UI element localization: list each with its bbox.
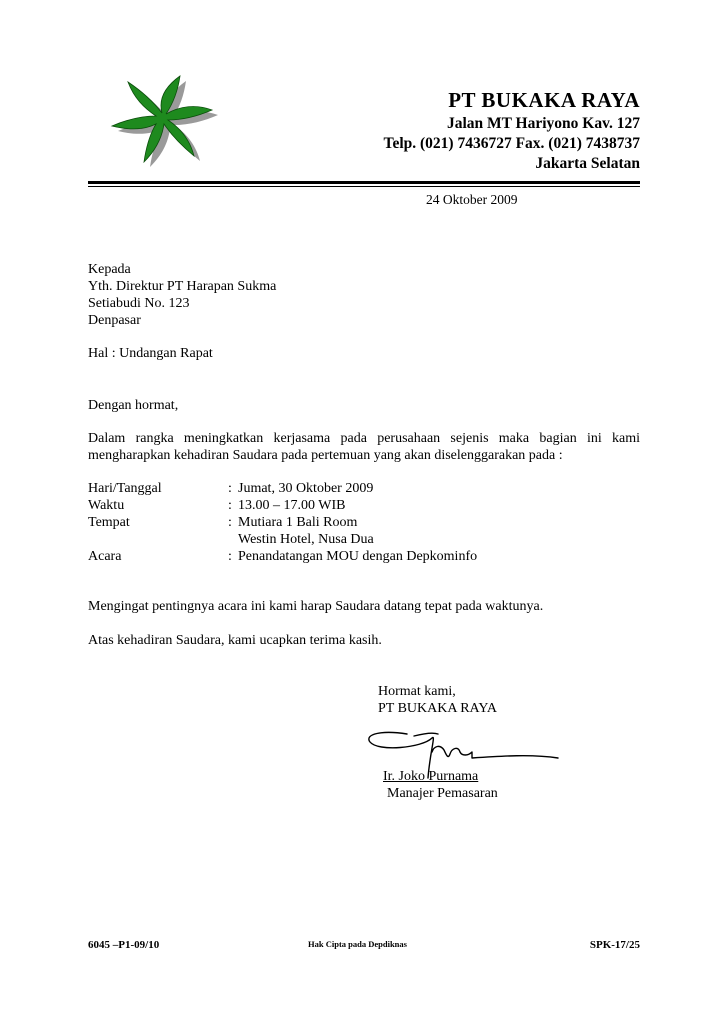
letter-closing-1: Mengingat pentingnya acara ini kami harap Saudara datang tepat pada waktunya.: [88, 599, 544, 614]
detail-label-place: Tempat: [88, 515, 130, 530]
detail-value-place: Mutiara 1 Bali Room: [238, 515, 358, 530]
recipient-line: Denpasar: [88, 313, 141, 328]
detail-colon: :: [228, 515, 232, 530]
detail-value-day: Jumat, 30 Oktober 2009: [238, 481, 374, 496]
letter-salutation: Dengan hormat,: [88, 398, 179, 413]
letter-subject: Hal : Undangan Rapat: [88, 346, 213, 361]
recipient-line: Setiabudi No. 123: [88, 296, 190, 311]
signer-title: Manajer Pemasaran: [387, 786, 498, 801]
signer-name: Ir. Joko Purnama: [383, 769, 479, 784]
letter-intro: Dalam rangka meningkatkan kerjasama pada perusahaan sejenis maka bagian ini kami mengharapkan kehadiran Saudara pada pertemuan yang akan diselenggarakan pada :: [88, 431, 640, 463]
detail-label-day: Hari/Tanggal: [88, 481, 162, 496]
detail-value-place-2: Westin Hotel, Nusa Dua: [238, 532, 374, 547]
letterhead-divider-thin: [88, 186, 640, 187]
detail-value-time: 13.00 – 17.00 WIB: [238, 498, 346, 513]
footer-copyright: Hak Cipta pada Depdiknas: [308, 939, 407, 949]
company-phone-fax: Telp. (021) 7436727 Fax. (021) 7438737: [383, 135, 640, 152]
letterhead-divider-thick: [88, 181, 640, 184]
company-name: PT BUKAKA RAYA: [448, 88, 640, 112]
letter-date: 24 Oktober 2009: [426, 192, 518, 207]
detail-colon: :: [228, 481, 232, 496]
detail-label-agenda: Acara: [88, 549, 122, 564]
detail-colon: :: [228, 549, 232, 564]
company-city: Jakarta Selatan: [535, 155, 640, 172]
company-logo-icon: [100, 68, 220, 168]
detail-colon: :: [228, 498, 232, 513]
detail-value-agenda: Penandatangan MOU dengan Depkominfo: [238, 549, 478, 564]
footer-code-right: SPK-17/25: [589, 939, 640, 951]
recipient-line: Yth. Direktur PT Harapan Sukma: [88, 279, 277, 294]
detail-label-time: Waktu: [88, 498, 125, 513]
sign-company: PT BUKAKA RAYA: [378, 701, 498, 716]
recipient-line: Kepada: [88, 262, 131, 277]
letter-closing-2: Atas kehadiran Saudara, kami ucapkan terima kasih.: [88, 633, 382, 648]
footer-code-left: 6045 –P1-09/10: [88, 939, 160, 951]
company-address: Jalan MT Hariyono Kav. 127: [446, 115, 640, 132]
sign-off: Hormat kami,: [378, 684, 456, 699]
